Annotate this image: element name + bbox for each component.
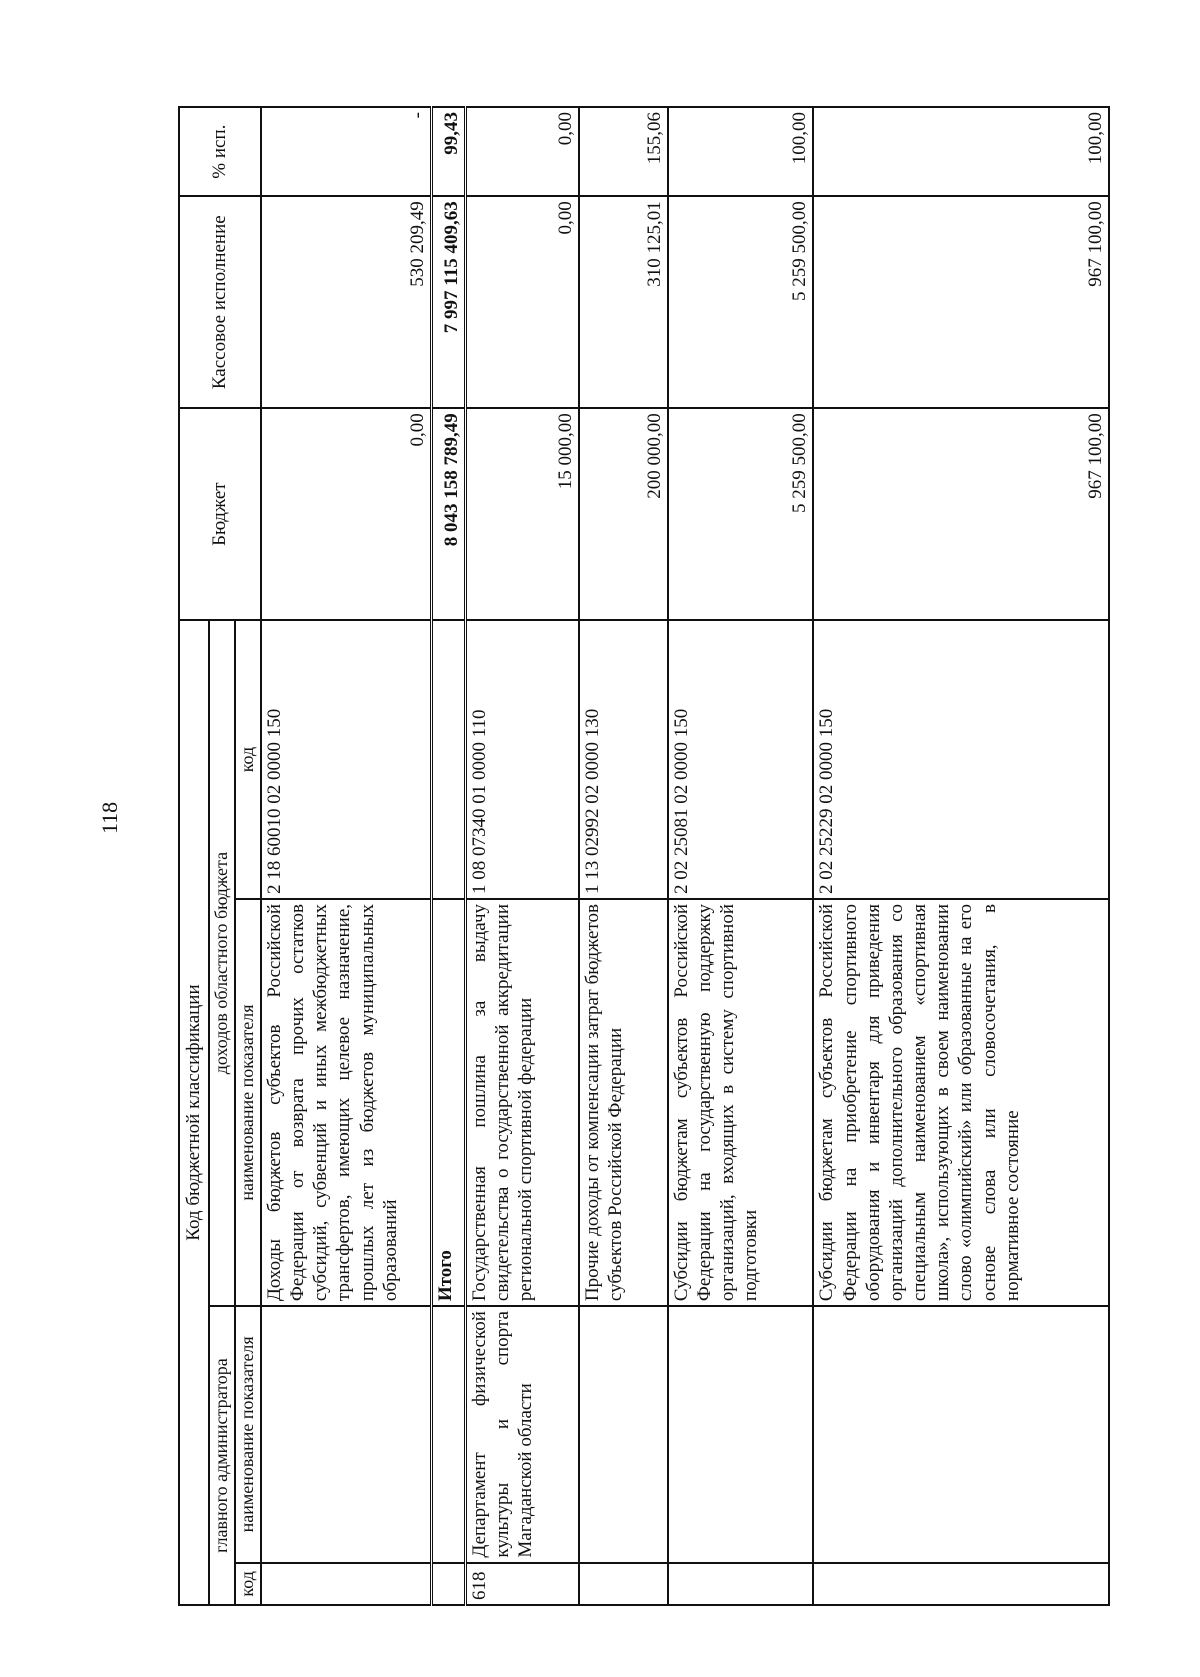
budget-cell: 5 259 500,00 [668,408,814,620]
table-row-total [431,107,465,1605]
admin-name-cell [261,1306,432,1563]
income-code-cell [431,620,465,899]
budget-total-cell: 8 043 158 789,49 [431,408,465,620]
admin-code-cell [431,1563,465,1605]
income-name-cell: Доходы бюджетов субъектов Российской Федерации от возврата прочих остатков субсидий, субвенций и иных межбюджетных трансфертов, имеющих целевое назначение, прошлых лет из бюджетов муниципальных образований [261,899,432,1306]
execution-cell: 0,00 [466,196,580,408]
table-row [668,107,814,1605]
page-number: 118 [97,801,122,834]
income-name-cell: Прочие доходы от компенсации затрат бюджетов субъектов Российской Федерации [579,899,668,1306]
execution-cell: 967 100,00 [813,196,1109,408]
header-admin: главного администратора [209,1306,235,1605]
table-row [261,107,432,1605]
total-label-cell: Итого [431,899,465,1306]
admin-name-cell [579,1306,668,1563]
income-code-cell: 2 18 60010 02 0000 150 [261,620,432,899]
admin-code-cell [668,1563,814,1605]
percent-total-cell: 99,43 [431,107,465,196]
percent-cell: 100,00 [668,107,814,196]
header-execution: Кассовое исполнение [179,196,261,408]
admin-code-cell [261,1563,432,1605]
execution-cell: 530 209,49 [261,196,432,408]
admin-name-cell: Департамент физической культуры и спорта Магаданской области [466,1306,580,1563]
admin-name-cell [668,1306,814,1563]
budget-cell: 967 100,00 [813,408,1109,620]
admin-code-cell [579,1563,668,1605]
budget-cell: 15 000,00 [466,408,580,620]
income-code-cell: 1 13 02992 02 0000 130 [579,620,668,899]
income-name-cell: Субсидии бюджетам субъектов Российской Федерации на приобретение спортивного оборудования и инвентаря для приведения организаций дополнительного образования со специальным наименованием «спортивная школа», использующих в своем наименовании слово «олимпийский» или образованные на его основе слова или словосочетания, в нормативное состояние [813,899,1109,1306]
table-row [579,107,668,1605]
execution-cell: 310 125,01 [579,196,668,408]
table-row [466,107,580,1605]
income-code-cell: 2 02 25081 02 0000 150 [668,620,814,899]
header-admin-code: код [235,1563,261,1605]
admin-name-cell [431,1306,465,1563]
rotated-table-container [178,106,1110,1606]
income-code-cell: 1 08 07340 01 0000 110 [466,620,580,899]
admin-code-cell: 618 [466,1563,580,1605]
execution-cell: 5 259 500,00 [668,196,814,408]
income-code-cell: 2 02 25229 02 0000 150 [813,620,1109,899]
header-percent: % исп. [179,107,261,196]
admin-name-cell [813,1306,1109,1563]
percent-cell: 0,00 [466,107,580,196]
budget-cell: 200 000,00 [579,408,668,620]
income-name-cell: Субсидии бюджетам субъектов Российской Федерации на государственную поддержку организаций, входящих в систему спортивной подготовки [668,899,814,1306]
header-admin-name: наименование показателя [235,1306,261,1563]
percent-cell: 155,06 [579,107,668,196]
header-income-code: код [235,620,261,899]
header-income-name: наименование показателя [235,899,261,1306]
execution-total-cell: 7 997 115 409,63 [431,196,465,408]
percent-cell: - [261,107,432,196]
table-row [813,107,1109,1605]
header-budget: Бюджет [179,408,261,620]
budget-table [178,106,1110,1606]
header-classification: Код бюджетной классификации [179,620,209,1605]
income-name-cell: Государственная пошлина за выдачу свидетельства о государственной аккредитации региональной спортивной федерации [466,899,580,1306]
budget-cell: 0,00 [261,408,432,620]
admin-code-cell [813,1563,1109,1605]
header-income: доходов областного бюджета [209,620,235,1306]
percent-cell: 100,00 [813,107,1109,196]
